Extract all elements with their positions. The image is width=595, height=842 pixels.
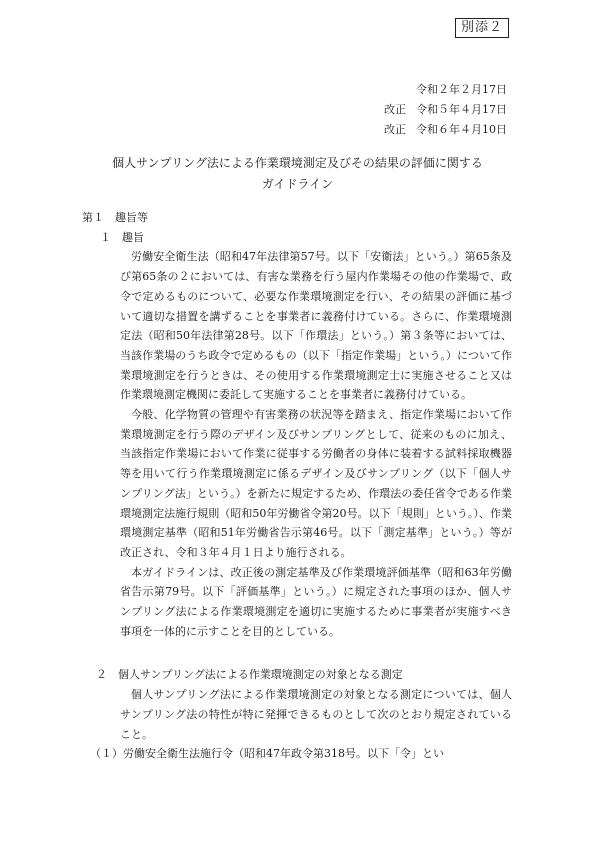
date-prefix: 改正 (384, 123, 406, 136)
subsection-heading: ２ 個人サンプリング法による作業環境測定の対象となる測定 (96, 668, 403, 682)
section-heading: 第１ 趣旨等 (82, 211, 148, 224)
date-prefix: 改正 (384, 103, 406, 116)
date-line-revision-1 (384, 100, 507, 120)
date-value: 令和６年４月10日 (416, 123, 507, 136)
document-title (0, 153, 595, 195)
attachment-label: 別添２ (455, 18, 509, 38)
date-value: 令和５年４月17日 (416, 103, 507, 116)
paragraph: 労働安全衛生法（昭和47年法律第57号。以下「安衛法」という。）第65条及び第65条の２においては、有害な業務を行う屋内作業場その他の作業場で、政令で定めるものについて、必要な作業環境測定を行い、その結果の評価に基づいて適切な措置を講ずることを事業者に義務付けている。さらに、作業環境測定法（昭和50年法律第28号。以下「作環法」という。）第３条等においては、当該作業場のうち政令で定めるもの（以下「指定作業場」という。）について作業環境測定を行うときは、その使用する作業環境測定士に実施させること又は作業環境測定機関に委託して実施することを事業者に義務付けている。 (120, 250, 512, 402)
list-item: （１）労働安全衛生法施行令（昭和47年政令第318号。以下「令」とい (90, 747, 444, 761)
date-value: 令和２年２月17日 (416, 83, 507, 96)
date-line-revision-2 (384, 120, 507, 140)
title-line-1: 個人サンプリング法による作業環境測定及びその結果の評価に関する (112, 156, 483, 170)
subsection-heading: １ 趣旨 (100, 230, 144, 244)
document-body (82, 208, 512, 764)
paragraph: 本ガイドラインは、改正後の測定基準及び作業環境評価基準（昭和63年労働省告示第79号。以下「評価基準」という。）に規定された事項のほか、個人サンプリング法による作業環境測定を適切に実施するために事業者が実施すべき事項を一体的に示すことを目的としている。 (120, 565, 512, 638)
date-block (384, 80, 507, 140)
title-line-2: ガイドライン (261, 177, 334, 191)
date-line-original (384, 80, 507, 100)
paragraph: 個人サンプリング法による作業環境測定の対象となる測定については、個人サンプリング法の特性が特に発揮できるものとして次のとおり規定されていること。 (120, 688, 512, 741)
paragraph: 今般、化学物質の管理や有害業務の状況等を踏まえ、指定作業場において作業環境測定を行う際のデザイン及びサンプリングとして、従来のものに加え、当該指定作業場において作業に従事する労働者の身体に装着する試料採取機器等を用いて行う作業環境測定に係るデザイン及びサンプリング（以下「個人サンプリング法」という。）を新たに規定するため、作環法の委任省令である作業環境測定法施行規則（昭和50年労働省令第20号。以下「規則」という。）、作業環境測定基準（昭和51年労働省告示第46号。以下「測定基準」という。）等が改正され、令和３年４月１日より施行される。 (120, 408, 512, 559)
